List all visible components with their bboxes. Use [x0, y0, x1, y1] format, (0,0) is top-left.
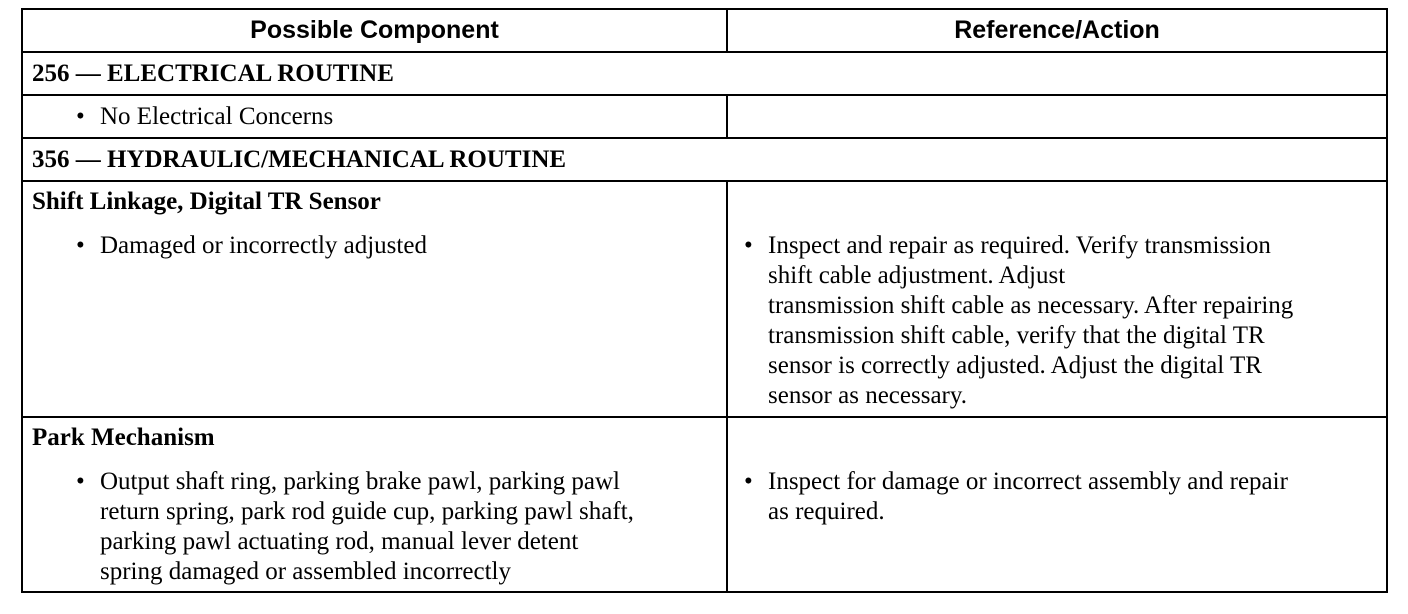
shift-linkage-item-text: Damaged or incorrectly adjusted [100, 232, 427, 259]
action-line: shift cable adjustment. Adjust [768, 262, 1066, 289]
action-line: Inspect and repair as required. Verify transmission [768, 232, 1271, 259]
shift-linkage-row [22, 181, 1387, 417]
park-mechanism-row [22, 417, 1387, 592]
item-line: Output shaft ring, parking brake pawl, parking pawl [100, 468, 621, 495]
action-line: sensor is correctly adjusted. Adjust the digital TR [768, 352, 1262, 379]
park-mechanism-action [728, 467, 1386, 527]
electrical-action-cell [727, 95, 1387, 138]
hydraulic-routine-heading: 356 — HYDRAULIC/MECHANICAL ROUTINE [22, 138, 1387, 181]
action-line: as required. [768, 498, 885, 525]
shift-linkage-component-cell [22, 181, 727, 417]
action-line: sensor as necessary. [768, 382, 967, 409]
bullet-point: • [76, 232, 85, 259]
hydraulic-routine-row [22, 138, 1387, 181]
header-reference-action: Reference/Action [727, 9, 1387, 52]
bullet-point: • [744, 468, 753, 495]
item-line: spring damaged or assembled incorrectly [100, 558, 511, 585]
park-mechanism-title: Park Mechanism [32, 424, 215, 451]
electrical-routine-heading: 256 — ELECTRICAL ROUTINE [22, 52, 1387, 95]
bullet-point: • [76, 468, 85, 495]
header-row [22, 9, 1387, 52]
shift-linkage-action-cell [727, 181, 1387, 417]
action-line: transmission shift cable as necessary. After repairing [768, 292, 1294, 319]
action-line: Inspect for damage or incorrect assembly and repair [768, 468, 1288, 495]
bullet-point: • [744, 232, 753, 259]
electrical-item-text: No Electrical Concerns [100, 102, 334, 130]
shift-linkage-action [728, 231, 1386, 411]
diagnostic-table [21, 8, 1388, 593]
park-mechanism-action-cell [727, 417, 1387, 592]
park-mechanism-component-cell [22, 417, 727, 592]
bullet-point: • [76, 102, 85, 130]
item-line: parking pawl actuating rod, manual lever detent [100, 528, 579, 555]
shift-linkage-title: Shift Linkage, Digital TR Sensor [32, 188, 381, 215]
electrical-item [23, 102, 726, 132]
electrical-routine-row [22, 52, 1387, 95]
park-mechanism-item [23, 467, 726, 587]
electrical-item-cell [22, 95, 727, 138]
shift-linkage-item [23, 231, 726, 261]
header-possible-component: Possible Component [22, 9, 727, 52]
action-line: transmission shift cable, verify that the digital TR [768, 322, 1265, 349]
item-line: return spring, park rod guide cup, parking pawl shaft, [100, 498, 634, 525]
electrical-item-row [22, 95, 1387, 138]
